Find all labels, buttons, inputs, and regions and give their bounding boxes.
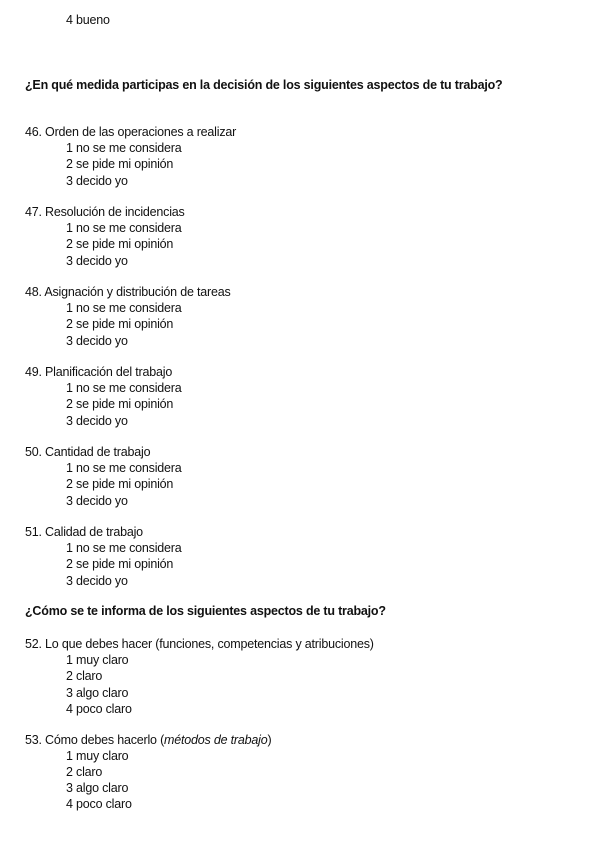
option-text: 3 decido yo	[66, 334, 128, 348]
option-text: 1 no se me considera	[66, 301, 182, 315]
option-text: 1 no se me considera	[66, 141, 182, 155]
option-text: 1 muy claro	[66, 749, 129, 763]
section-heading: ¿Cómo se te informa de los siguientes aspectos de tu trabajo?	[25, 604, 386, 618]
question-53	[25, 733, 271, 747]
option-text: 2 se pide mi opinión	[66, 477, 174, 491]
question-46: 46. Orden de las operaciones a realizar	[25, 125, 237, 139]
question-48: 48. Asignación y distribución de tareas	[25, 285, 231, 299]
question-53-prefix: 53. Cómo debes hacerlo (	[25, 733, 165, 747]
question-52: 52. Lo que debes hacer (funciones, competencias y atribuciones)	[25, 637, 374, 651]
option-text: 4 poco claro	[66, 702, 132, 716]
option-text: 3 decido yo	[66, 414, 128, 428]
option-text: 2 claro	[66, 765, 103, 779]
option-text: 1 no se me considera	[66, 461, 182, 475]
option-text: 2 se pide mi opinión	[66, 317, 174, 331]
option-text: 1 no se me considera	[66, 541, 182, 555]
option-text: 3 decido yo	[66, 174, 128, 188]
question-53-suffix: )	[267, 733, 272, 747]
option-text: 2 se pide mi opinión	[66, 397, 174, 411]
option-text: 1 muy claro	[66, 653, 129, 667]
question-47: 47. Resolución de incidencias	[25, 205, 185, 219]
option-text: 3 decido yo	[66, 494, 128, 508]
option-text: 1 no se me considera	[66, 221, 182, 235]
option-text: 2 se pide mi opinión	[66, 237, 174, 251]
option-text: 3 decido yo	[66, 254, 128, 268]
option-text: 4 bueno	[66, 13, 110, 27]
question-49: 49. Planificación del trabajo	[25, 365, 173, 379]
option-text: 2 se pide mi opinión	[66, 557, 174, 571]
option-text: 3 decido yo	[66, 574, 128, 588]
option-text: 3 algo claro	[66, 686, 129, 700]
option-text: 2 se pide mi opinión	[66, 157, 174, 171]
option-text: 2 claro	[66, 669, 103, 683]
question-51: 51. Calidad de trabajo	[25, 525, 143, 539]
question-53-italic: métodos de trabajo	[164, 733, 268, 747]
option-text: 4 poco claro	[66, 797, 132, 811]
option-text: 1 no se me considera	[66, 381, 182, 395]
section-heading: ¿En qué medida participas en la decisión de los siguientes aspectos de tu trabajo?	[25, 78, 503, 92]
option-text: 3 algo claro	[66, 781, 129, 795]
question-50: 50. Cantidad de trabajo	[25, 445, 151, 459]
